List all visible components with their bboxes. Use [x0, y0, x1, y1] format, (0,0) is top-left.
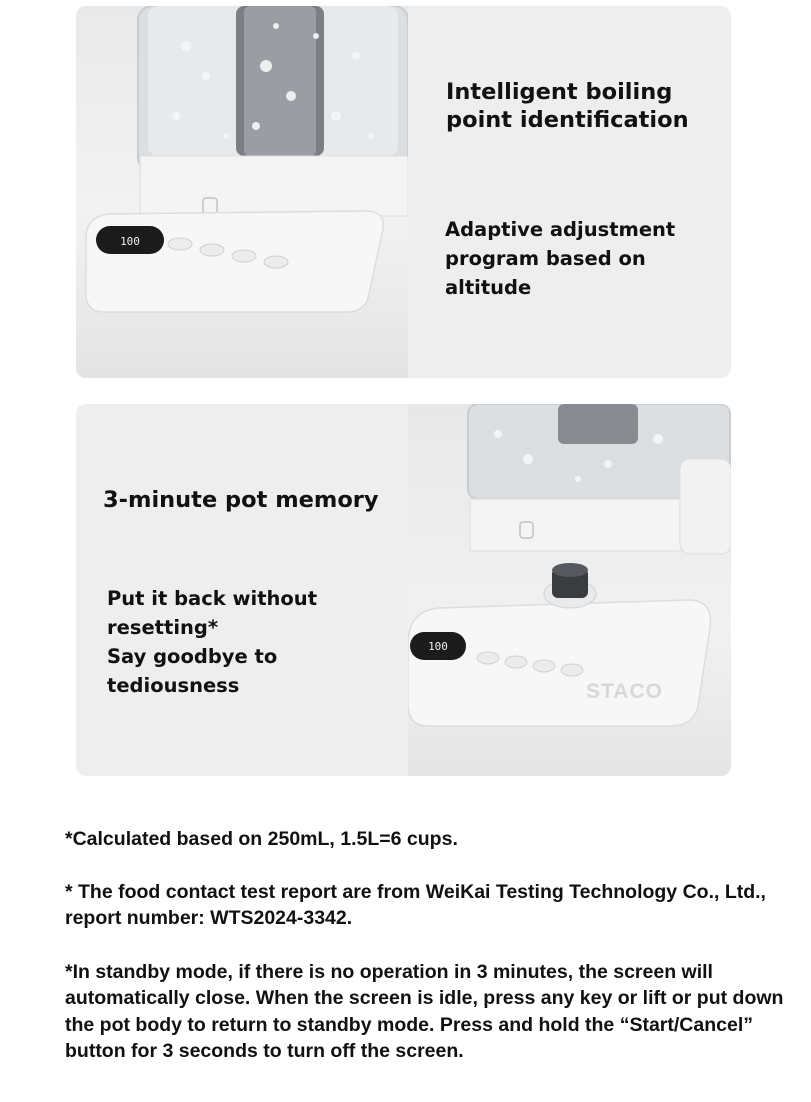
svg-text:100: 100	[428, 640, 448, 653]
kettle-photo	[76, 6, 408, 378]
footnotes	[65, 826, 805, 1065]
feature-title: Intelligent boiling point identification	[446, 79, 689, 133]
feature-panel-boiling-point	[76, 6, 731, 378]
temperature-display	[120, 235, 140, 248]
footnote: *Calculated based on 250mL, 1.5L=6 cups.	[65, 828, 458, 850]
footnote: * The food contact test report are from WeiKai Testing Technology Co., Ltd., report number: WTS2024-3342.	[65, 880, 766, 929]
feature-description: Adaptive adjustment program based on altitude	[445, 218, 676, 299]
feature-description-line: Say goodbye to tediousness	[107, 645, 278, 697]
kettle-base-illustration	[408, 404, 731, 776]
kettle-illustration	[76, 6, 408, 378]
kettle-base-photo	[408, 404, 731, 776]
feature-description	[107, 584, 367, 700]
watermark: STACO	[586, 680, 663, 703]
feature-title: 3-minute pot memory	[103, 487, 379, 513]
temperature-display	[428, 640, 448, 653]
svg-text:100: 100	[120, 235, 140, 248]
feature-description-line: Put it back without resetting*	[107, 587, 318, 639]
feature-panel-pot-memory	[76, 404, 731, 776]
footnote: *In standby mode, if there is no operation in 3 minutes, the screen will automatically close. When the screen is idle, press any key or lift or put down the pot body to return to standby mode. Press and hold the “Start/Cancel” button for 3 seconds to turn off the screen.	[65, 960, 784, 1062]
